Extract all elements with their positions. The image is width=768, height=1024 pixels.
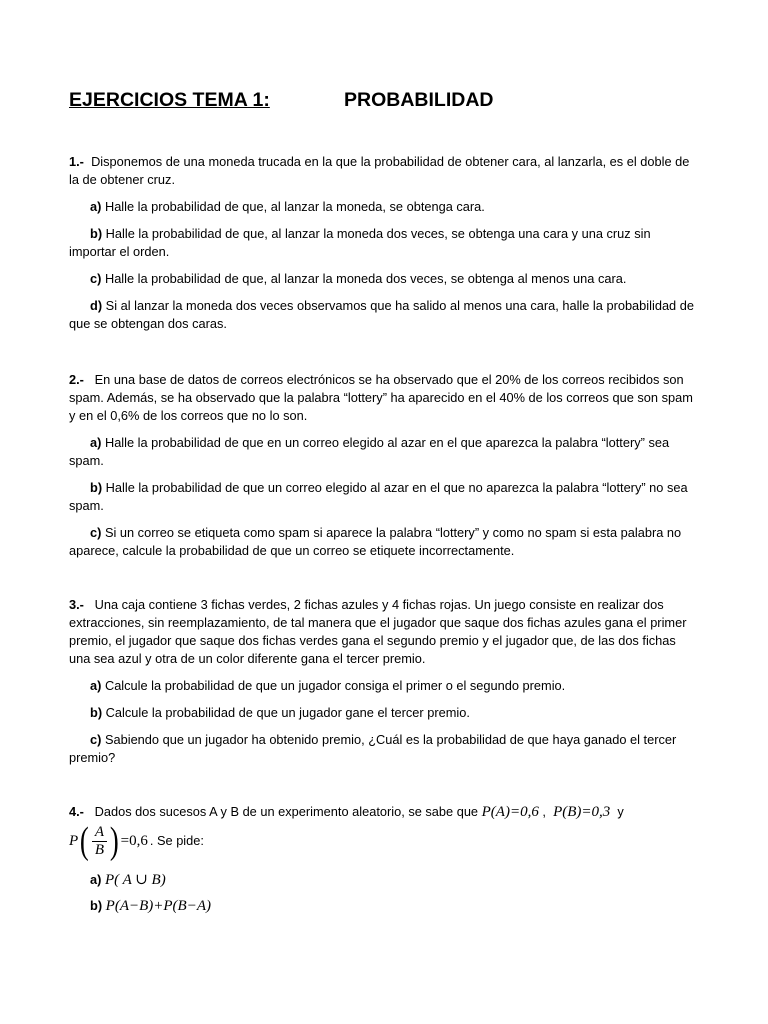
exercise-number: 2.- <box>69 372 84 387</box>
item-text: Calcule la probabilidad de que un jugador gane el tercer premio. <box>105 705 470 720</box>
separator: , <box>542 804 546 819</box>
exercise-2-item-a <box>69 434 699 470</box>
exercise-3-item-a <box>69 677 699 695</box>
item-text: Halle la probabilidad de que un correo elegido al azar en el que no aparezca la palabra “lottery” no sea spam. <box>69 480 688 513</box>
exercise-2 <box>69 371 699 569</box>
exercise-3-item-b <box>69 704 699 722</box>
item-label: b) <box>90 226 103 241</box>
conditional-value: =0,6 <box>120 833 148 849</box>
exercise-2-item-b <box>69 479 699 515</box>
item-label: b) <box>90 705 103 720</box>
exercise-3-item-c <box>69 731 699 767</box>
item-label: c) <box>90 732 102 747</box>
item-label: b) <box>90 480 103 495</box>
exercise-2-item-c <box>69 524 699 560</box>
item-label: b) <box>90 898 103 913</box>
fraction-denominator: B <box>94 841 104 858</box>
exercise-1-item-d <box>69 297 699 333</box>
conditional-row <box>69 821 699 861</box>
exercise-number: 3.- <box>69 597 84 612</box>
union-formula: P( A ∪ B) <box>104 872 166 888</box>
exercise-4-stem <box>69 803 699 821</box>
exercise-text: Dados dos sucesos A y B de un experimento aleatorio, se sabe que <box>94 804 479 819</box>
item-label: c) <box>90 525 102 540</box>
exercise-4-item-b <box>69 897 699 915</box>
exercise-number: 1.- <box>69 154 84 169</box>
item-text: Halle la probabilidad de que, al lanzar la moneda dos veces, se obtenga una cara y una cruz sin importar el orden. <box>69 226 651 259</box>
item-text: Sabiendo que un jugador ha obtenido premio, ¿Cuál es la probabilidad de que haya ganado el tercer premio? <box>69 732 677 765</box>
exercise-text: Una caja contiene 3 fichas verdes, 2 fichas azules y 4 fichas rojas. Un juego consiste en realizar dos extracciones, sin reemplazamiento, de tal manera que el jugador que saque dos fichas azules gana el primer premio, el jugador que saque dos fichas verdes gana el segundo premio y el jugador que, de las dos fichas una sea azul y otra de un color diferente gana el tercer premio. <box>69 597 687 666</box>
se-pide-text: . Se pide: <box>149 833 204 848</box>
exercise-3 <box>69 596 699 776</box>
exercise-4-item-a <box>69 871 699 889</box>
exercise-3-stem <box>69 596 699 668</box>
exercise-1-item-a <box>69 198 699 216</box>
item-text: Si al lanzar la moneda dos veces observamos que ha salido al menos una cara, halle la probabilidad de que se obtengan dos caras. <box>69 298 694 331</box>
exercise-1-item-b <box>69 225 699 261</box>
exercise-1-stem <box>69 153 699 189</box>
fraction-numerator: A <box>92 824 107 842</box>
item-label: c) <box>90 271 102 286</box>
difference-formula: P(A−B)+P(B−A) <box>105 898 211 914</box>
prob-symbol: P <box>69 833 79 849</box>
item-text: Halle la probabilidad de que, al lanzar la moneda dos veces, se obtenga al menos una cara. <box>104 271 627 286</box>
prob-b-formula: P(B)=0,3 <box>553 804 611 820</box>
item-label: a) <box>90 872 102 887</box>
item-text: Halle la probabilidad de que en un correo elegido al azar en el que aparezca la palabra “lottery” sea spam. <box>69 435 670 468</box>
item-text: Halle la probabilidad de que, al lanzar la moneda, se obtenga cara. <box>104 199 485 214</box>
exercise-4 <box>69 803 699 915</box>
item-label: a) <box>90 678 102 693</box>
item-label: a) <box>90 199 102 214</box>
conjunction: y <box>617 804 624 819</box>
left-paren: ( <box>80 820 89 862</box>
exercise-text: Disponemos de una moneda trucada en la que la probabilidad de obtener cara, al lanzarla, es el doble de la de obtener cruz. <box>69 154 690 187</box>
title-heading: EJERCICIOS TEMA 1: <box>69 89 270 111</box>
exercise-2-stem <box>69 371 699 425</box>
exercise-number: 4.- <box>69 804 84 819</box>
item-text: Calcule la probabilidad de que un jugador consiga el primer o el segundo premio. <box>104 678 566 693</box>
exercise-1 <box>69 153 699 342</box>
right-paren: ) <box>109 820 119 862</box>
fraction <box>92 824 107 859</box>
prob-a-formula: P(A)=0,6 <box>481 804 539 820</box>
exercise-1-item-c <box>69 270 699 288</box>
item-text: Si un correo se etiqueta como spam si aparece la palabra “lottery” y como no spam si esta palabra no aparece, calcule la probabilidad de que un correo se etiquete incorrectamente. <box>69 525 682 558</box>
item-label: d) <box>90 298 103 313</box>
item-label: a) <box>90 435 102 450</box>
topic-heading: PROBABILIDAD <box>344 89 494 111</box>
title-row <box>69 89 709 117</box>
exercise-text: En una base de datos de correos electrónicos se ha observado que el 20% de los correos recibidos son spam. Además, se ha observado que la palabra “lottery” ha aparecido en el 40% de los correos que son spam y en el 0,6% de los correos que no lo son. <box>69 372 693 423</box>
conditional-prob-formula <box>69 822 148 860</box>
